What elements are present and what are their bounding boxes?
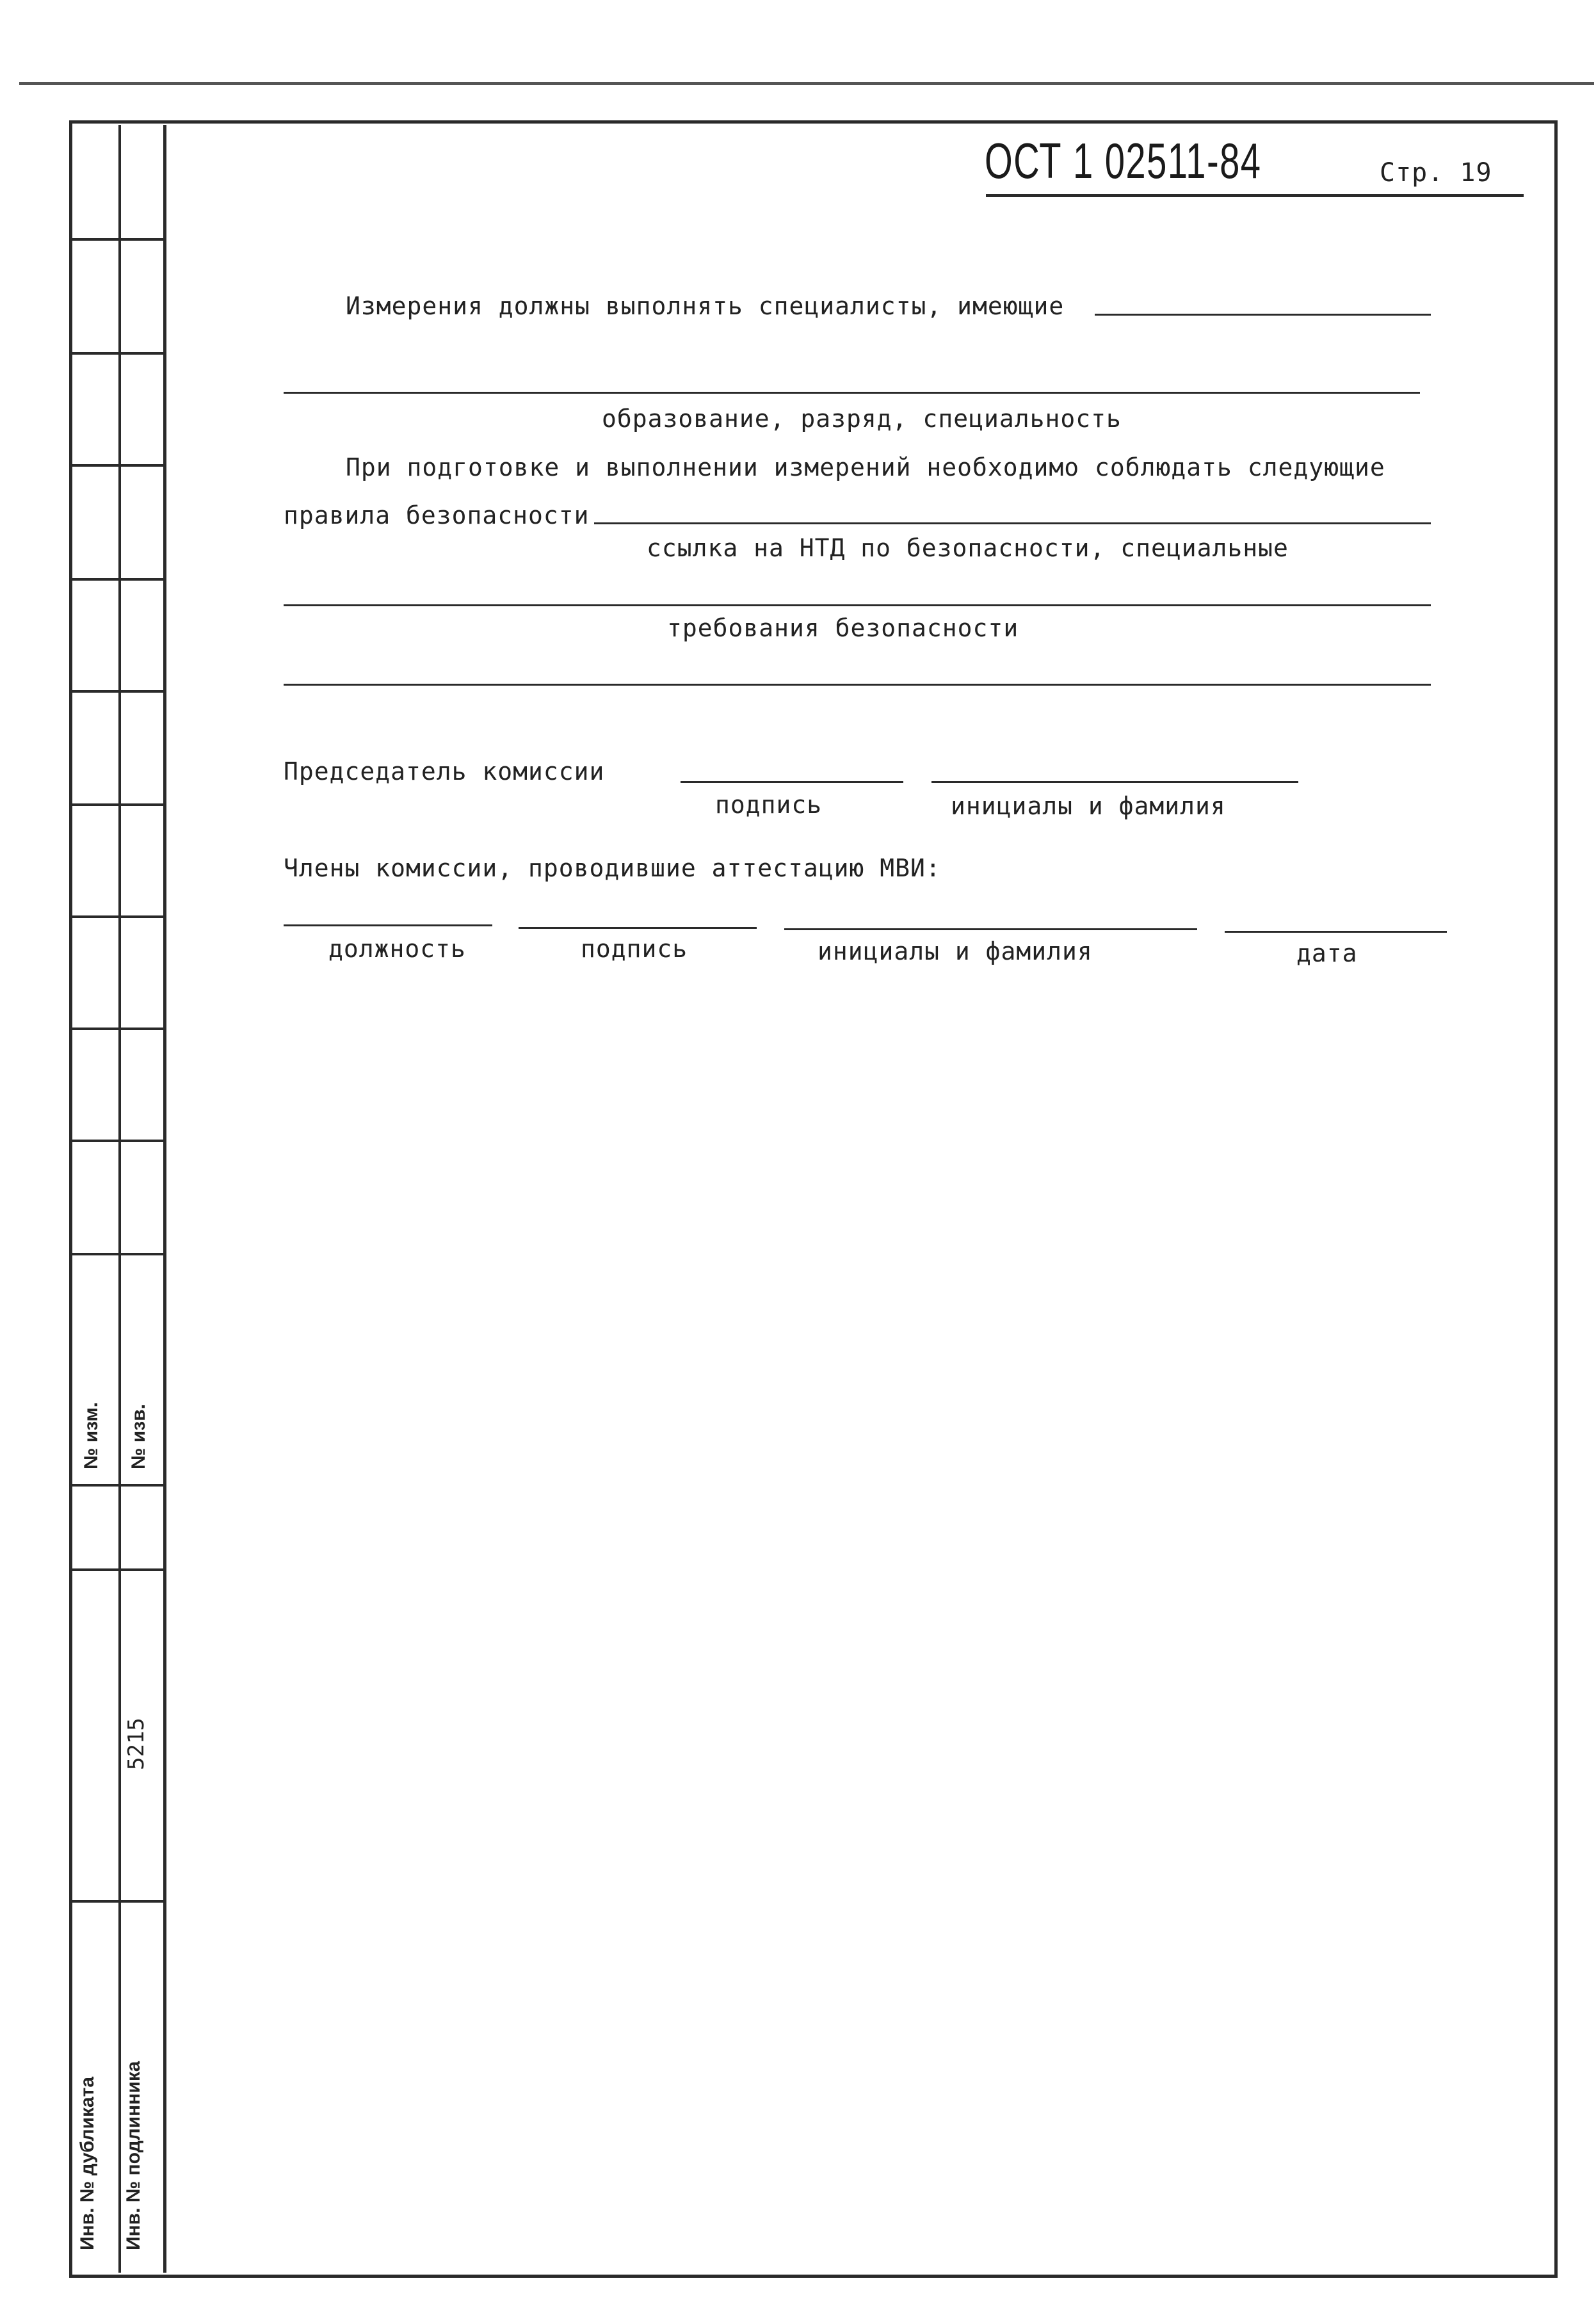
orig-inv-value: 5215 <box>124 1718 149 1770</box>
member-signature-line <box>519 927 757 929</box>
member-position-caption: должность <box>328 935 466 963</box>
member-name-line <box>784 928 1197 930</box>
sidebar-cell-line <box>70 690 165 693</box>
sidebar-cell-line <box>70 238 165 241</box>
sidebar-cell-line <box>70 1900 165 1903</box>
sidebar-divider-2 <box>163 125 166 2273</box>
safety-rules-label: правила безопасности <box>284 501 590 529</box>
sidebar-cell-line <box>70 1253 165 1255</box>
header-underline <box>986 194 1524 197</box>
sidebar-cell-line <box>70 578 165 581</box>
sidebar-cell-line <box>70 1140 165 1142</box>
member-date-line <box>1225 931 1447 933</box>
sidebar-cell-line <box>70 464 165 467</box>
page-frame <box>69 120 1558 2278</box>
document-code: ОСТ 1 02511-84 <box>985 133 1262 189</box>
safety-caption: ссылка на НТД по безопасности, специальные <box>647 534 1289 562</box>
member-position-line <box>284 924 492 926</box>
member-date-caption: дата <box>1296 939 1358 967</box>
safety-field-line <box>594 522 1431 524</box>
sidebar-divider-1 <box>118 125 121 2273</box>
page-number: Стр. 19 <box>1380 158 1492 188</box>
sidebar-cell-line <box>70 1028 165 1030</box>
scan-top-edge <box>19 82 1594 85</box>
members-label: Члены комиссии, проводившие аттестацию МВИ: <box>284 854 941 882</box>
qualification-field-line <box>1095 314 1431 316</box>
safety-field-line-2 <box>284 604 1431 606</box>
chairman-signature-line <box>681 781 903 783</box>
chairman-signature-caption: подпись <box>715 791 823 819</box>
safety-rules-text: При подготовке и выполнении измерений необходимо соблюдать следующие <box>346 453 1385 481</box>
member-name-caption: инициалы и фамилия <box>818 937 1093 965</box>
qualification-field-line-2 <box>284 392 1420 394</box>
chairman-name-caption: инициалы и фамилия <box>951 792 1226 820</box>
sidebar-cell-line <box>70 915 165 918</box>
sidebar-cell-line <box>70 352 165 355</box>
orig-inv-label: Инв. № подлинника <box>123 2061 144 2250</box>
safety-field-line-3 <box>284 684 1431 686</box>
chairman-name-line <box>931 781 1298 783</box>
notice-no-label: № изв. <box>128 1404 149 1469</box>
sidebar-cell-line <box>70 1568 165 1571</box>
qualification-caption: образование, разряд, специальность <box>602 405 1122 433</box>
member-signature-caption: подпись <box>581 935 688 963</box>
sidebar-cell-line <box>70 1484 165 1487</box>
chairman-label: Председатель комиссии <box>284 757 605 786</box>
dup-inv-label: Инв. № дубликата <box>77 2076 98 2250</box>
rev-no-label: № изм. <box>81 1402 102 1469</box>
safety-caption-2: требования безопасности <box>667 614 1019 642</box>
sidebar-cell-line <box>70 803 165 806</box>
qualification-text: Измерения должны выполнять специалисты, имеющие <box>346 292 1065 320</box>
